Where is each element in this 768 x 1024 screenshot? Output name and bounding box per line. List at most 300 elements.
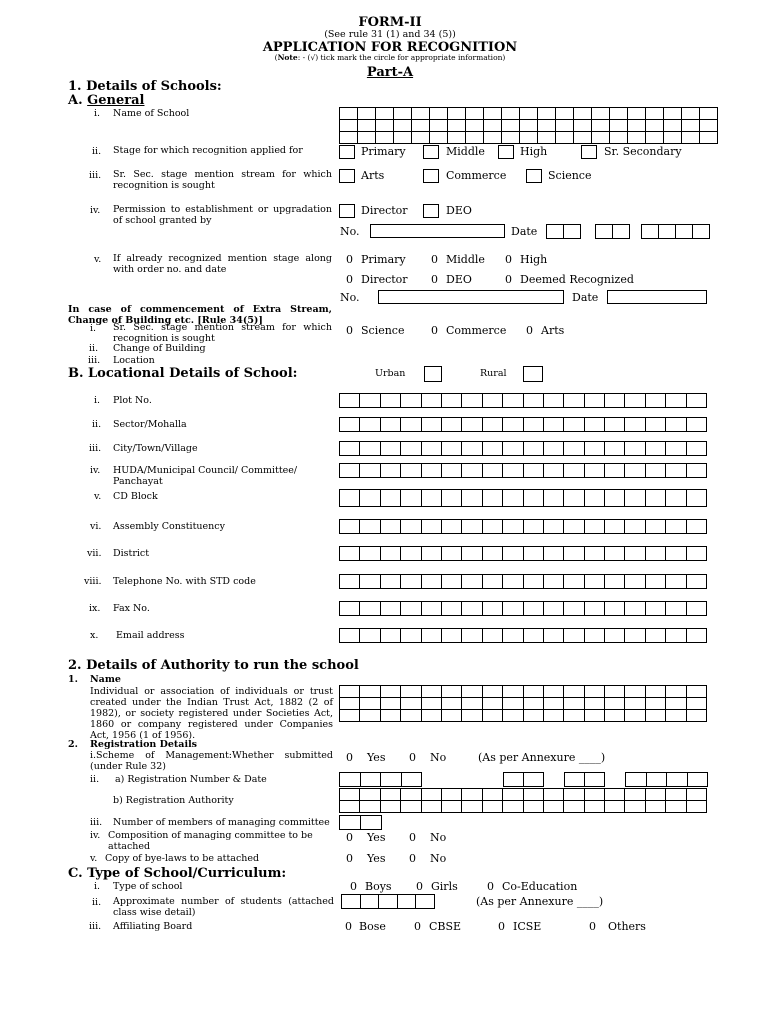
input-cell[interactable]: [340, 801, 360, 813]
input-cell[interactable]: [625, 490, 645, 507]
input-cell[interactable]: [502, 108, 520, 120]
stream-science-checkbox[interactable]: [526, 169, 542, 183]
circle-bullet[interactable]: 0: [414, 920, 421, 933]
input-cell[interactable]: [442, 394, 462, 408]
input-cell[interactable]: [503, 490, 523, 507]
input-cell[interactable]: [687, 629, 707, 643]
input-cell[interactable]: [687, 698, 707, 710]
input-cell[interactable]: [646, 602, 666, 616]
input-cell[interactable]: [544, 629, 564, 643]
granted-director-checkbox[interactable]: [339, 204, 355, 218]
input-cell[interactable]: [503, 801, 523, 813]
input-cell[interactable]: [628, 108, 646, 120]
locational-input-grid[interactable]: [339, 601, 707, 616]
input-cell[interactable]: [646, 801, 666, 813]
input-cell[interactable]: [483, 801, 503, 813]
input-cell[interactable]: [666, 394, 686, 408]
input-cell[interactable]: [664, 120, 682, 132]
input-cell[interactable]: [628, 132, 646, 144]
members-count-grid[interactable]: [339, 815, 382, 830]
input-cell[interactable]: [666, 442, 686, 456]
input-cell[interactable]: [625, 442, 645, 456]
input-cell[interactable]: [524, 773, 544, 787]
input-cell[interactable]: [361, 773, 382, 787]
input-cell[interactable]: [646, 120, 664, 132]
input-cell[interactable]: [462, 394, 482, 408]
input-cell[interactable]: [340, 789, 360, 801]
input-cell[interactable]: [430, 108, 448, 120]
input-cell[interactable]: [381, 394, 401, 408]
input-cell[interactable]: [462, 418, 482, 432]
input-cell[interactable]: [564, 464, 584, 478]
input-cell[interactable]: [360, 394, 380, 408]
input-cell[interactable]: [381, 490, 401, 507]
input-cell[interactable]: [687, 801, 707, 813]
input-cell[interactable]: [564, 442, 584, 456]
input-cell[interactable]: [422, 490, 442, 507]
locational-input-grid[interactable]: [339, 393, 707, 408]
input-cell[interactable]: [401, 789, 421, 801]
input-cell[interactable]: [610, 120, 628, 132]
input-cell[interactable]: [544, 602, 564, 616]
locational-input-grid[interactable]: [339, 519, 707, 534]
input-cell[interactable]: [422, 710, 442, 722]
input-cell[interactable]: [605, 801, 625, 813]
input-cell[interactable]: [503, 418, 523, 432]
input-cell[interactable]: [676, 225, 693, 239]
input-cell[interactable]: [610, 132, 628, 144]
input-cell[interactable]: [394, 132, 412, 144]
input-cell[interactable]: [564, 602, 584, 616]
input-cell[interactable]: [666, 629, 686, 643]
circle-bullet[interactable]: 0: [498, 920, 505, 933]
input-cell[interactable]: [483, 547, 503, 561]
input-cell[interactable]: [625, 801, 645, 813]
input-cell[interactable]: [422, 394, 442, 408]
input-cell[interactable]: [376, 120, 394, 132]
input-cell[interactable]: [524, 418, 544, 432]
input-cell[interactable]: [564, 520, 584, 534]
input-cell[interactable]: [462, 629, 482, 643]
input-cell[interactable]: [422, 418, 442, 432]
input-cell[interactable]: [564, 575, 584, 589]
input-cell[interactable]: [360, 602, 380, 616]
school-name-grid[interactable]: [339, 107, 718, 144]
locational-input-grid[interactable]: [339, 417, 707, 432]
input-cell[interactable]: [564, 490, 584, 507]
input-cell[interactable]: [376, 108, 394, 120]
input-cell[interactable]: [401, 629, 421, 643]
input-cell[interactable]: [642, 225, 659, 239]
input-cell[interactable]: [585, 629, 605, 643]
input-cell[interactable]: [360, 442, 380, 456]
input-cell[interactable]: [556, 108, 574, 120]
input-cell[interactable]: [442, 575, 462, 589]
input-cell[interactable]: [381, 602, 401, 616]
input-cell[interactable]: [605, 520, 625, 534]
input-cell[interactable]: [524, 520, 544, 534]
input-cell[interactable]: [687, 686, 707, 698]
input-cell[interactable]: [646, 464, 666, 478]
input-cell[interactable]: [524, 801, 544, 813]
input-cell[interactable]: [544, 789, 564, 801]
input-cell[interactable]: [462, 698, 482, 710]
input-cell[interactable]: [625, 789, 645, 801]
input-cell[interactable]: [360, 801, 380, 813]
input-cell[interactable]: [564, 686, 584, 698]
input-cell[interactable]: [585, 686, 605, 698]
input-cell[interactable]: [442, 442, 462, 456]
input-cell[interactable]: [381, 575, 401, 589]
input-cell[interactable]: [381, 698, 401, 710]
input-cell[interactable]: [605, 464, 625, 478]
input-cell[interactable]: [381, 442, 401, 456]
input-cell[interactable]: [687, 547, 707, 561]
input-cell[interactable]: [625, 686, 645, 698]
input-cell[interactable]: [503, 789, 523, 801]
input-cell[interactable]: [666, 464, 686, 478]
input-cell[interactable]: [448, 132, 466, 144]
input-cell[interactable]: [666, 418, 686, 432]
input-cell[interactable]: [564, 629, 584, 643]
input-cell[interactable]: [340, 816, 361, 830]
input-cell[interactable]: [462, 602, 482, 616]
input-cell[interactable]: [585, 394, 605, 408]
input-cell[interactable]: [585, 602, 605, 616]
input-cell[interactable]: [360, 575, 380, 589]
input-cell[interactable]: [625, 394, 645, 408]
input-cell[interactable]: [466, 120, 484, 132]
registration-authority-grid[interactable]: [339, 788, 707, 813]
locational-input-grid[interactable]: [339, 628, 707, 643]
input-cell[interactable]: [422, 698, 442, 710]
input-cell[interactable]: [401, 575, 421, 589]
input-cell[interactable]: [544, 575, 564, 589]
input-cell[interactable]: [422, 547, 442, 561]
stream-arts-checkbox[interactable]: [339, 169, 355, 183]
input-cell[interactable]: [524, 547, 544, 561]
input-cell[interactable]: [605, 547, 625, 561]
input-cell[interactable]: [524, 602, 544, 616]
input-cell[interactable]: [687, 710, 707, 722]
input-cell[interactable]: [524, 394, 544, 408]
input-cell[interactable]: [401, 547, 421, 561]
input-cell[interactable]: [664, 132, 682, 144]
input-cell[interactable]: [687, 789, 707, 801]
input-cell[interactable]: [682, 120, 700, 132]
input-cell[interactable]: [659, 225, 676, 239]
input-cell[interactable]: [613, 225, 630, 239]
input-cell[interactable]: [340, 547, 360, 561]
input-cell[interactable]: [462, 442, 482, 456]
input-cell[interactable]: [466, 108, 484, 120]
input-cell[interactable]: [360, 686, 380, 698]
input-cell[interactable]: [592, 120, 610, 132]
input-cell[interactable]: [605, 698, 625, 710]
input-cell[interactable]: [564, 225, 581, 239]
input-cell[interactable]: [381, 520, 401, 534]
input-cell[interactable]: [340, 464, 360, 478]
input-cell[interactable]: [625, 710, 645, 722]
input-cell[interactable]: [340, 442, 360, 456]
input-cell[interactable]: [544, 801, 564, 813]
input-cell[interactable]: [544, 710, 564, 722]
input-cell[interactable]: [585, 520, 605, 534]
input-cell[interactable]: [394, 108, 412, 120]
input-cell[interactable]: [646, 789, 666, 801]
input-cell[interactable]: [462, 710, 482, 722]
input-cell[interactable]: [342, 895, 361, 909]
input-cell[interactable]: [340, 629, 360, 643]
circle-bullet[interactable]: 0: [345, 920, 352, 933]
input-cell[interactable]: [442, 547, 462, 561]
input-cell[interactable]: [625, 547, 645, 561]
input-cell[interactable]: [585, 418, 605, 432]
input-cell[interactable]: [340, 710, 360, 722]
circle-bullet[interactable]: 0: [431, 253, 438, 266]
input-cell[interactable]: [398, 895, 417, 909]
input-cell[interactable]: [544, 394, 564, 408]
input-cell[interactable]: [647, 773, 668, 787]
input-cell[interactable]: [556, 132, 574, 144]
input-cell[interactable]: [687, 442, 707, 456]
circle-bullet[interactable]: 0: [346, 273, 353, 286]
input-cell[interactable]: [520, 120, 538, 132]
circle-bullet[interactable]: 0: [346, 831, 353, 844]
input-cell[interactable]: [544, 547, 564, 561]
circle-bullet[interactable]: 0: [346, 324, 353, 337]
input-cell[interactable]: [381, 789, 401, 801]
input-cell[interactable]: [585, 801, 605, 813]
recognized-no-field[interactable]: [378, 290, 564, 304]
circle-bullet[interactable]: 0: [526, 324, 533, 337]
input-cell[interactable]: [503, 710, 523, 722]
recognized-date-field[interactable]: [607, 290, 707, 304]
authority-name-grid[interactable]: [339, 685, 707, 722]
input-cell[interactable]: [585, 490, 605, 507]
input-cell[interactable]: [682, 132, 700, 144]
locational-input-grid[interactable]: [339, 546, 707, 561]
permission-no-field[interactable]: [370, 224, 505, 238]
input-cell[interactable]: [442, 710, 462, 722]
input-cell[interactable]: [605, 442, 625, 456]
input-cell[interactable]: [585, 698, 605, 710]
input-cell[interactable]: [483, 575, 503, 589]
input-cell[interactable]: [483, 520, 503, 534]
circle-bullet[interactable]: 0: [505, 273, 512, 286]
input-cell[interactable]: [340, 575, 360, 589]
input-cell[interactable]: [402, 773, 423, 787]
input-cell[interactable]: [401, 394, 421, 408]
input-cell[interactable]: [462, 547, 482, 561]
input-cell[interactable]: [585, 575, 605, 589]
input-cell[interactable]: [483, 490, 503, 507]
input-cell[interactable]: [524, 789, 544, 801]
input-cell[interactable]: [666, 686, 686, 698]
input-cell[interactable]: [544, 464, 564, 478]
input-cell[interactable]: [442, 520, 462, 534]
input-cell[interactable]: [625, 520, 645, 534]
input-cell[interactable]: [625, 698, 645, 710]
input-cell[interactable]: [556, 120, 574, 132]
input-cell[interactable]: [544, 686, 564, 698]
input-cell[interactable]: [483, 394, 503, 408]
input-cell[interactable]: [646, 686, 666, 698]
input-cell[interactable]: [340, 490, 360, 507]
input-cell[interactable]: [422, 629, 442, 643]
input-cell[interactable]: [340, 418, 360, 432]
input-cell[interactable]: [430, 132, 448, 144]
input-cell[interactable]: [646, 710, 666, 722]
input-cell[interactable]: [687, 464, 707, 478]
input-cell[interactable]: [442, 629, 462, 643]
input-cell[interactable]: [592, 108, 610, 120]
input-cell[interactable]: [646, 418, 666, 432]
input-cell[interactable]: [646, 575, 666, 589]
input-cell[interactable]: [667, 773, 688, 787]
input-cell[interactable]: [401, 710, 421, 722]
input-cell[interactable]: [700, 132, 718, 144]
input-cell[interactable]: [605, 789, 625, 801]
input-cell[interactable]: [687, 418, 707, 432]
input-cell[interactable]: [401, 520, 421, 534]
input-cell[interactable]: [340, 394, 360, 408]
input-cell[interactable]: [503, 464, 523, 478]
input-cell[interactable]: [524, 710, 544, 722]
input-cell[interactable]: [544, 418, 564, 432]
locational-input-grid[interactable]: [339, 574, 707, 589]
input-cell[interactable]: [401, 801, 421, 813]
granted-deo-checkbox[interactable]: [423, 204, 439, 218]
input-cell[interactable]: [401, 686, 421, 698]
input-cell[interactable]: [381, 686, 401, 698]
circle-bullet[interactable]: 0: [346, 253, 353, 266]
input-cell[interactable]: [462, 464, 482, 478]
registration-date-day[interactable]: [503, 772, 544, 787]
input-cell[interactable]: [483, 602, 503, 616]
input-cell[interactable]: [592, 132, 610, 144]
input-cell[interactable]: [605, 602, 625, 616]
input-cell[interactable]: [483, 698, 503, 710]
input-cell[interactable]: [605, 686, 625, 698]
input-cell[interactable]: [646, 520, 666, 534]
input-cell[interactable]: [422, 464, 442, 478]
input-cell[interactable]: [462, 801, 482, 813]
input-cell[interactable]: [625, 418, 645, 432]
input-cell[interactable]: [430, 120, 448, 132]
input-cell[interactable]: [462, 789, 482, 801]
input-cell[interactable]: [687, 520, 707, 534]
locational-input-grid[interactable]: [339, 489, 707, 507]
input-cell[interactable]: [360, 490, 380, 507]
input-cell[interactable]: [401, 464, 421, 478]
input-cell[interactable]: [412, 108, 430, 120]
input-cell[interactable]: [564, 801, 584, 813]
input-cell[interactable]: [502, 132, 520, 144]
rural-checkbox[interactable]: [523, 366, 543, 382]
input-cell[interactable]: [462, 575, 482, 589]
input-cell[interactable]: [381, 773, 402, 787]
input-cell[interactable]: [379, 895, 398, 909]
circle-bullet[interactable]: 0: [409, 751, 416, 764]
stage-sr-secondary-checkbox[interactable]: [581, 145, 597, 159]
input-cell[interactable]: [646, 490, 666, 507]
input-cell[interactable]: [340, 686, 360, 698]
input-cell[interactable]: [547, 225, 564, 239]
input-cell[interactable]: [360, 710, 380, 722]
input-cell[interactable]: [448, 120, 466, 132]
input-cell[interactable]: [360, 418, 380, 432]
input-cell[interactable]: [462, 520, 482, 534]
input-cell[interactable]: [381, 464, 401, 478]
input-cell[interactable]: [646, 547, 666, 561]
input-cell[interactable]: [422, 686, 442, 698]
input-cell[interactable]: [340, 520, 360, 534]
input-cell[interactable]: [422, 442, 442, 456]
stage-primary-checkbox[interactable]: [339, 145, 355, 159]
registration-date-year[interactable]: [625, 772, 708, 787]
input-cell[interactable]: [503, 442, 523, 456]
input-cell[interactable]: [625, 602, 645, 616]
input-cell[interactable]: [626, 773, 647, 787]
input-cell[interactable]: [381, 801, 401, 813]
stream-commerce-checkbox[interactable]: [423, 169, 439, 183]
input-cell[interactable]: [687, 575, 707, 589]
circle-bullet[interactable]: 0: [487, 880, 494, 893]
input-cell[interactable]: [422, 801, 442, 813]
input-cell[interactable]: [360, 520, 380, 534]
student-count-grid[interactable]: [341, 894, 435, 909]
input-cell[interactable]: [625, 575, 645, 589]
input-cell[interactable]: [484, 132, 502, 144]
input-cell[interactable]: [442, 686, 462, 698]
circle-bullet[interactable]: 0: [350, 880, 357, 893]
input-cell[interactable]: [688, 773, 709, 787]
input-cell[interactable]: [664, 108, 682, 120]
input-cell[interactable]: [462, 686, 482, 698]
circle-bullet[interactable]: 0: [431, 273, 438, 286]
input-cell[interactable]: [361, 816, 382, 830]
input-cell[interactable]: [564, 698, 584, 710]
input-cell[interactable]: [646, 108, 664, 120]
input-cell[interactable]: [682, 108, 700, 120]
input-cell[interactable]: [503, 698, 523, 710]
input-cell[interactable]: [564, 789, 584, 801]
locational-input-grid[interactable]: [339, 463, 707, 478]
input-cell[interactable]: [360, 464, 380, 478]
input-cell[interactable]: [360, 629, 380, 643]
input-cell[interactable]: [646, 442, 666, 456]
input-cell[interactable]: [565, 773, 585, 787]
input-cell[interactable]: [442, 490, 462, 507]
input-cell[interactable]: [666, 575, 686, 589]
input-cell[interactable]: [544, 520, 564, 534]
input-cell[interactable]: [340, 773, 361, 787]
input-cell[interactable]: [503, 686, 523, 698]
input-cell[interactable]: [574, 132, 592, 144]
input-cell[interactable]: [585, 464, 605, 478]
input-cell[interactable]: [483, 629, 503, 643]
input-cell[interactable]: [693, 225, 710, 239]
input-cell[interactable]: [666, 698, 686, 710]
input-cell[interactable]: [503, 520, 523, 534]
input-cell[interactable]: [360, 547, 380, 561]
input-cell[interactable]: [422, 520, 442, 534]
input-cell[interactable]: [585, 547, 605, 561]
input-cell[interactable]: [340, 108, 358, 120]
input-cell[interactable]: [585, 773, 605, 787]
input-cell[interactable]: [442, 789, 462, 801]
